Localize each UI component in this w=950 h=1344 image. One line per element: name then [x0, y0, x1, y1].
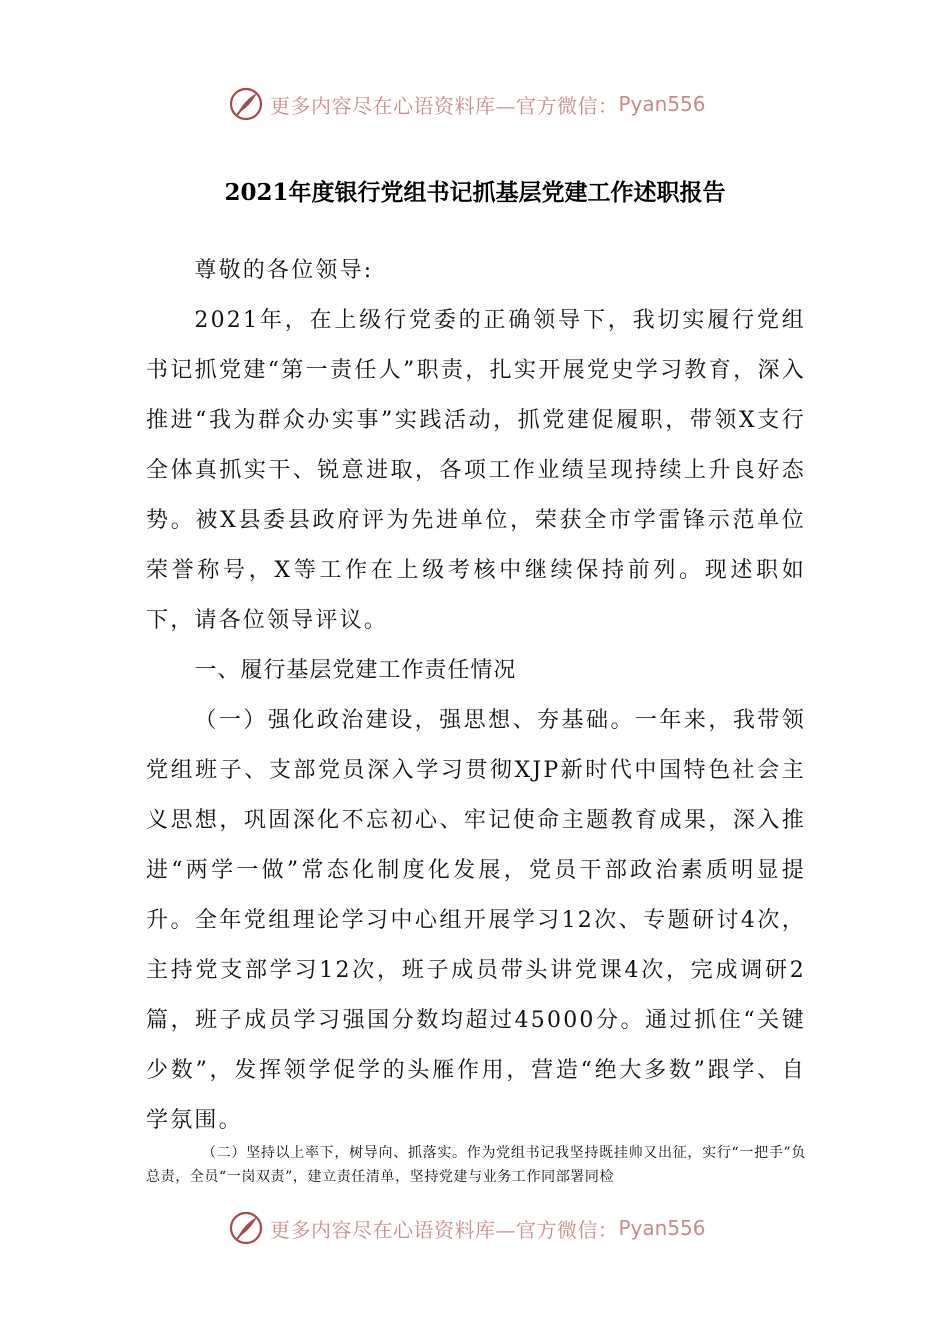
watermark-footer [228, 1208, 706, 1248]
quill-logo-icon [228, 1210, 264, 1246]
section-heading: 一、履行基层党建工作责任情况 [194, 658, 517, 683]
watermark-text: 更多内容尽在心语资料库—官方微信： [270, 93, 619, 118]
watermark-wechat-id: Pyan556 [618, 92, 706, 116]
watermark-text: 更多内容尽在心语资料库—官方微信： [270, 1217, 619, 1242]
intro-paragraph: 2021年，在上级行党委的正确领导下，我切实履行党组书记抓党建“第一责任人”职责，扎实开展党史学习教育，深入推进“我为群众办实事”实践活动，抓党建促履职，带领X支行全体真抓实干、锐意进取，各项工作业绩呈现持续上升良好态势。被X县委县政府评为先进单位，荣获全市学雷锋示范单位荣誉称号，X等工作在上级考核中继续保持前列。现述职如下，请各位领导评议。 [146, 308, 806, 633]
document-title: 2021年度银行党组书记抓基层党建工作述职报告 [224, 179, 726, 206]
body-paragraph-small: （二）坚持以上率下，树导向、抓落实。作为党组书记我坚持既挂帅又出征，实行“一把手”负总责，全员“一岗双责”，建立责任清单，坚持党建与业务工作同部署同检 [146, 1145, 806, 1185]
body-paragraph: （一）强化政治建设，强思想、夯基础。一年来，我带领党组班子、支部党员深入学习贯彻XJP新时代中国特色社会主义思想，巩固深化不忘初心、牢记使命主题教育成果，深入推进“两学一做”常态化制度化发展，党员干部政治素质明显提升。全年党组理论学习中心组开展学习12次、专题研讨4次，主持党支部学习12次，班子成员带头讲党课4次，完成调研2篇，班子成员学习强国分数均超过45000分。通过抓住“关键少数”，发挥领学促学的头雁作用，营造“绝大多数”跟学、自学氛围。 [146, 708, 806, 1133]
salutation: 尊敬的各位领导: [194, 258, 374, 283]
quill-logo-icon [228, 86, 264, 122]
document-body [146, 246, 806, 1146]
watermark-wechat-id: Pyan556 [618, 1216, 706, 1240]
watermark-header [228, 84, 706, 124]
